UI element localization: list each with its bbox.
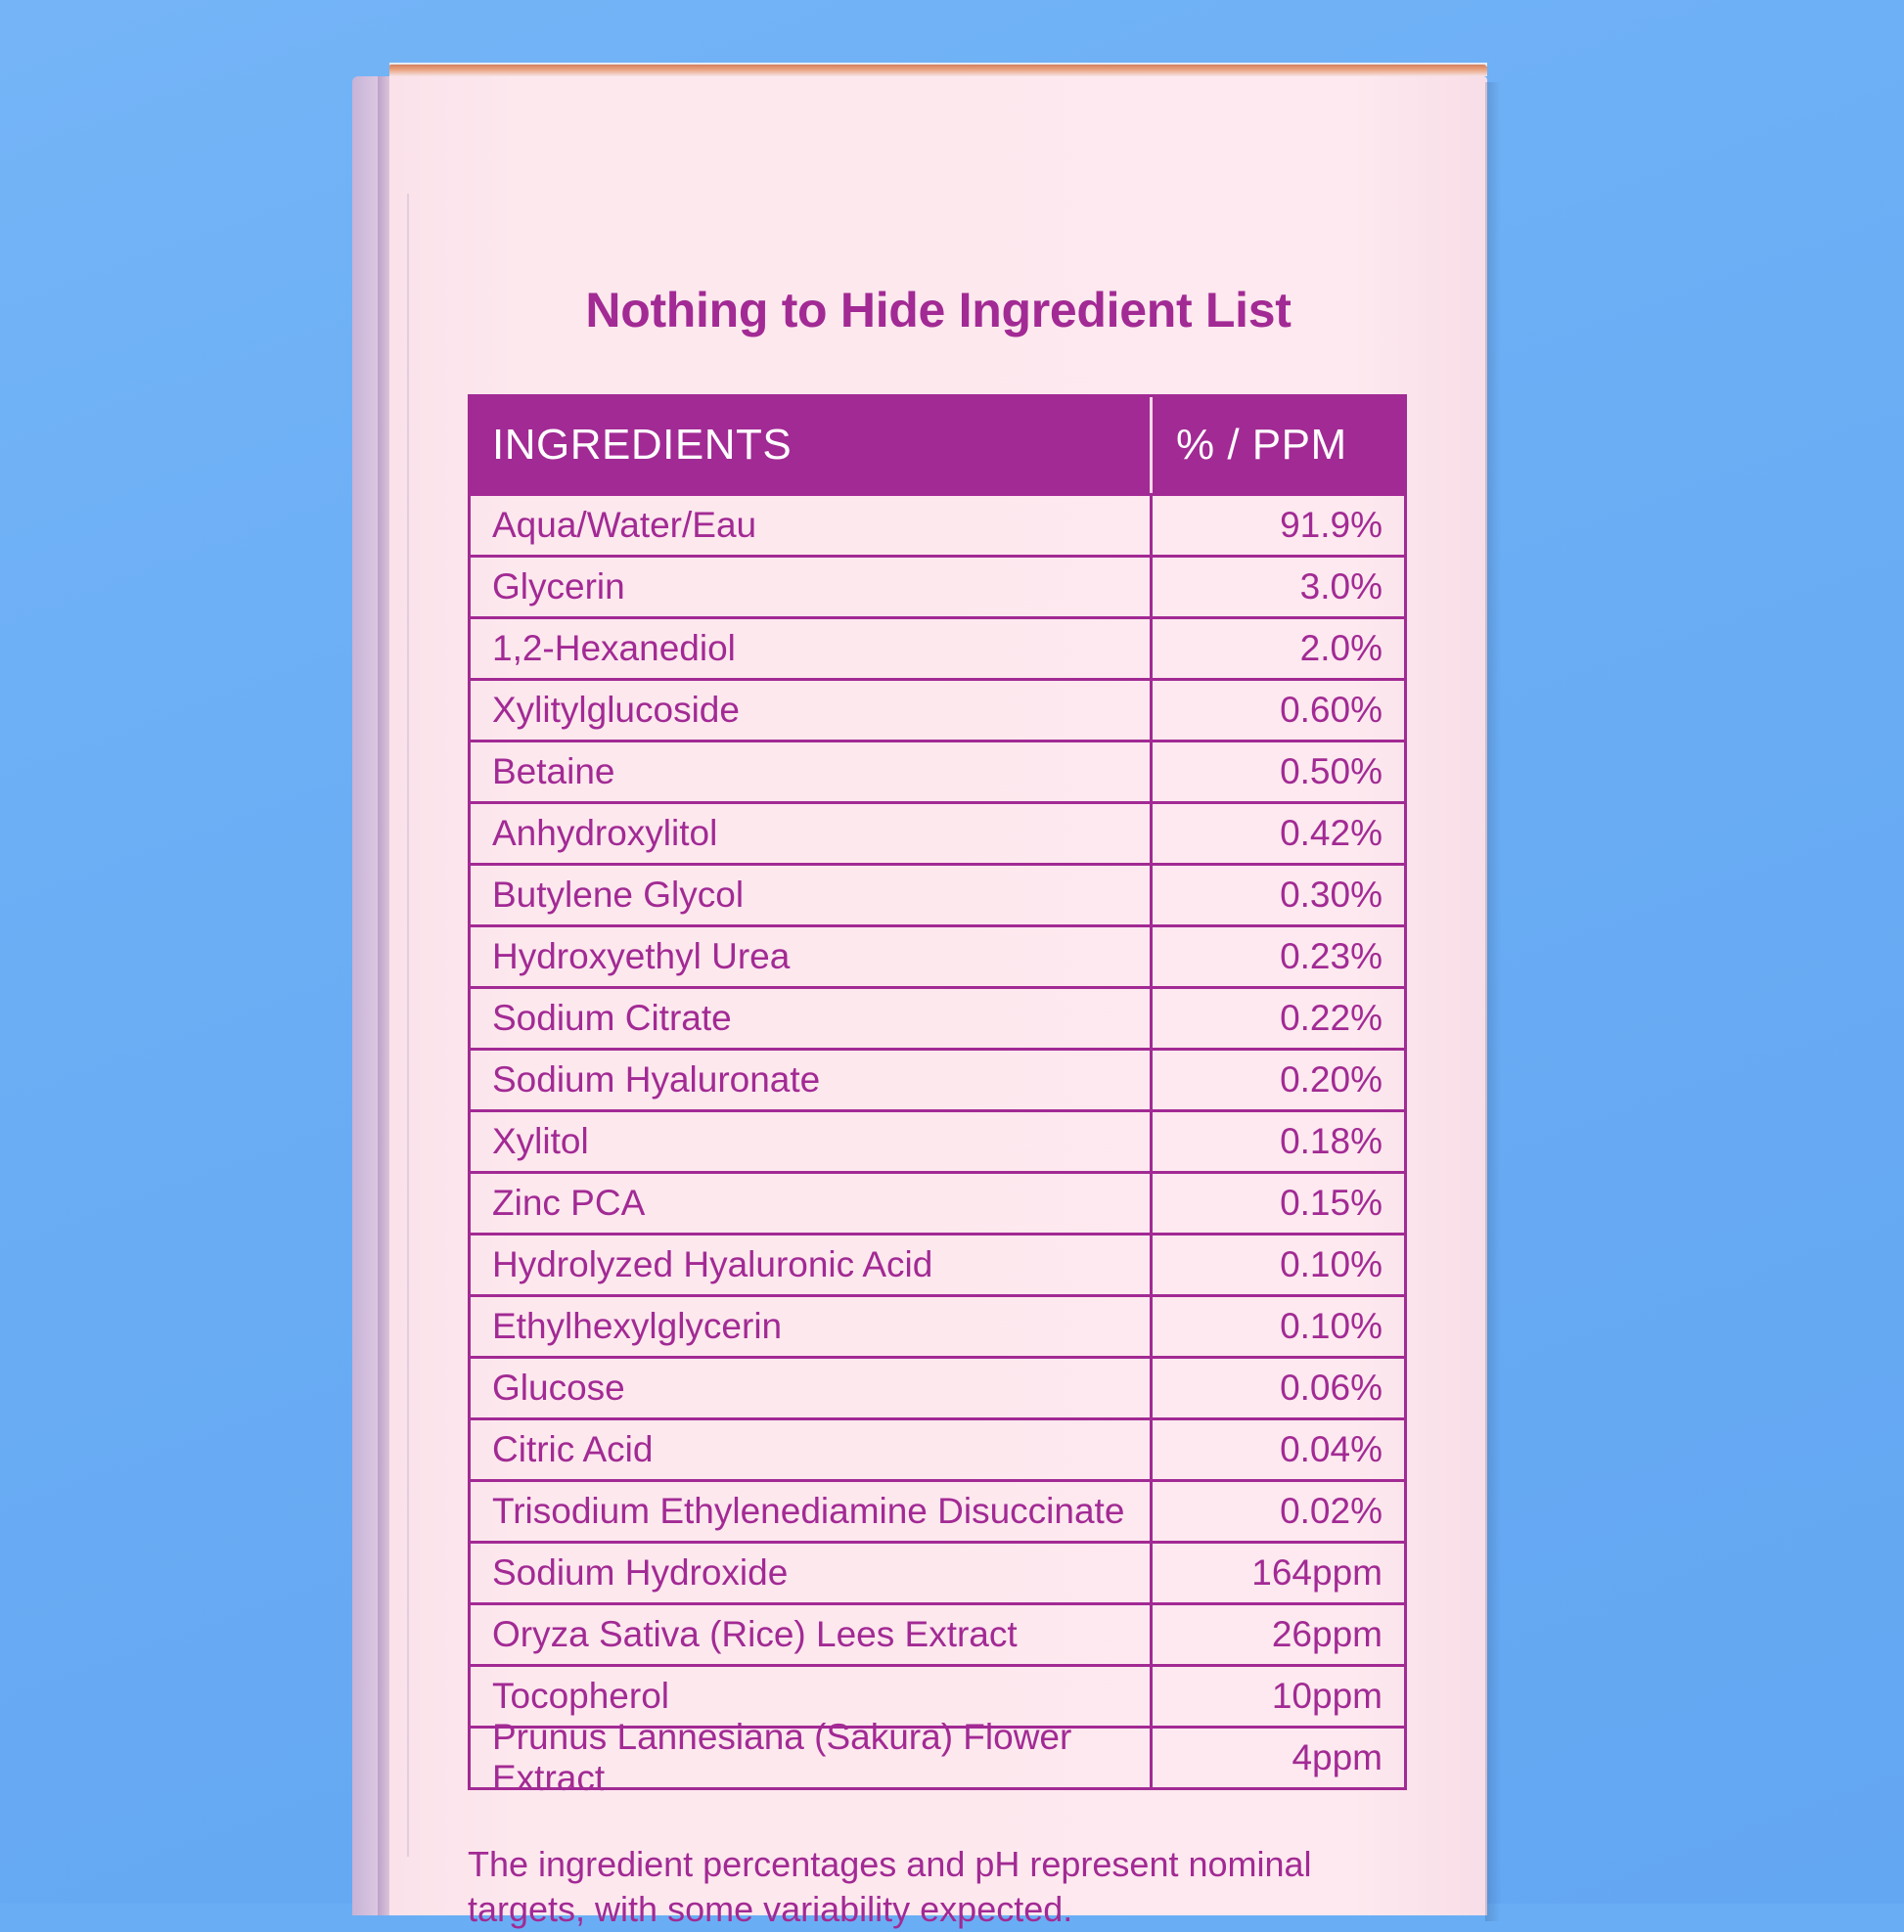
- table-row: [471, 863, 1404, 924]
- footnote-line-2: targets, with some variability expected.: [468, 1889, 1073, 1930]
- ingredient-table: [468, 394, 1407, 1798]
- ingredient-name: Xylitylglucoside: [492, 690, 740, 730]
- ingredient-name: Anhydroxylitol: [492, 813, 718, 853]
- table-row: [471, 1171, 1404, 1233]
- ingredient-amount: 0.23%: [1150, 927, 1404, 986]
- box-right-shadow: [1485, 82, 1501, 1921]
- table-row: [471, 1233, 1404, 1294]
- ingredient-name: Butylene Glycol: [492, 875, 745, 915]
- ingredient-name: Trisodium Ethylenediamine Disuccinate: [492, 1491, 1125, 1531]
- table-row: [471, 801, 1404, 863]
- ingredient-name: Ethylhexylglycerin: [492, 1306, 783, 1346]
- footnote-line-1: The ingredient percentages and pH represent nominal: [468, 1844, 1312, 1884]
- ingredient-amount: 0.10%: [1150, 1236, 1404, 1294]
- table-row: [471, 1294, 1404, 1356]
- table-row: [471, 616, 1404, 678]
- ingredient-amount: 0.02%: [1150, 1482, 1404, 1541]
- ingredient-amount: 2.0%: [1150, 619, 1404, 678]
- ingredient-name: Hydroxyethyl Urea: [492, 936, 791, 976]
- ingredient-amount: 0.04%: [1150, 1420, 1404, 1479]
- table-row: [471, 1541, 1404, 1602]
- ingredient-amount: 91.9%: [1150, 496, 1404, 555]
- table-row: [471, 1717, 1404, 1798]
- ingredient-amount: 26ppm: [1150, 1605, 1404, 1664]
- ingredient-name: Aqua/Water/Eau: [492, 505, 757, 545]
- table-row: [471, 678, 1404, 740]
- table-row: [471, 1356, 1404, 1417]
- table-row: [471, 493, 1404, 555]
- table-row: [471, 1109, 1404, 1171]
- ingredient-name: Citric Acid: [492, 1429, 654, 1469]
- table-row: [471, 1048, 1404, 1109]
- ingredient-amount: 0.22%: [1150, 989, 1404, 1048]
- ingredient-amount: 10ppm: [1150, 1667, 1404, 1726]
- ingredient-name: Hydrolyzed Hyaluronic Acid: [492, 1244, 933, 1284]
- table-row: [471, 1417, 1404, 1479]
- ingredient-amount: 0.60%: [1150, 681, 1404, 740]
- ingredient-amount: 0.42%: [1150, 804, 1404, 863]
- ingredient-name: Zinc PCA: [492, 1183, 646, 1223]
- box-top-edge: [389, 65, 1487, 76]
- table-row: [471, 986, 1404, 1048]
- column-header-ingredients: INGREDIENTS: [492, 421, 793, 469]
- table-row: [471, 1479, 1404, 1541]
- product-box: [352, 76, 1487, 1930]
- ingredient-name: Glucose: [492, 1368, 625, 1408]
- ingredient-name: Sodium Citrate: [492, 998, 732, 1038]
- ingredient-amount: 4ppm: [1150, 1729, 1404, 1787]
- ingredient-name: Sodium Hydroxide: [492, 1552, 789, 1593]
- ingredient-amount: 0.06%: [1150, 1359, 1404, 1417]
- footnote: [468, 1842, 1427, 1932]
- ingredient-amount: 0.30%: [1150, 866, 1404, 924]
- table-row: [471, 555, 1404, 616]
- table-header-row: [471, 397, 1404, 493]
- ingredient-amount: 3.0%: [1150, 558, 1404, 616]
- ingredient-amount: 0.10%: [1150, 1297, 1404, 1356]
- ingredient-name: Betaine: [492, 751, 615, 791]
- label-content: [389, 76, 1487, 1930]
- ingredient-amount: 0.20%: [1150, 1051, 1404, 1109]
- table-row: [471, 924, 1404, 986]
- ingredient-amount: 0.15%: [1150, 1174, 1404, 1233]
- ingredient-name: 1,2-Hexanediol: [492, 628, 736, 668]
- table-row: [471, 1602, 1404, 1664]
- ingredient-amount: 164ppm: [1150, 1544, 1404, 1602]
- page-title: Nothing to Hide Ingredient List: [585, 283, 1292, 337]
- ingredient-name: Glycerin: [492, 566, 625, 607]
- ingredient-name: Xylitol: [492, 1121, 589, 1161]
- ingredient-name: Prunus Lannesiana (Sakura) Flower Extract: [492, 1717, 1072, 1798]
- ingredient-name: Sodium Hyaluronate: [492, 1059, 821, 1100]
- ingredient-name: Oryza Sativa (Rice) Lees Extract: [492, 1614, 1018, 1654]
- table-row: [471, 740, 1404, 801]
- column-header-amount: % / PPM: [1150, 397, 1404, 493]
- ingredient-amount: 0.18%: [1150, 1112, 1404, 1171]
- ingredient-amount: 0.50%: [1150, 742, 1404, 801]
- ingredient-name: Tocopherol: [492, 1676, 670, 1716]
